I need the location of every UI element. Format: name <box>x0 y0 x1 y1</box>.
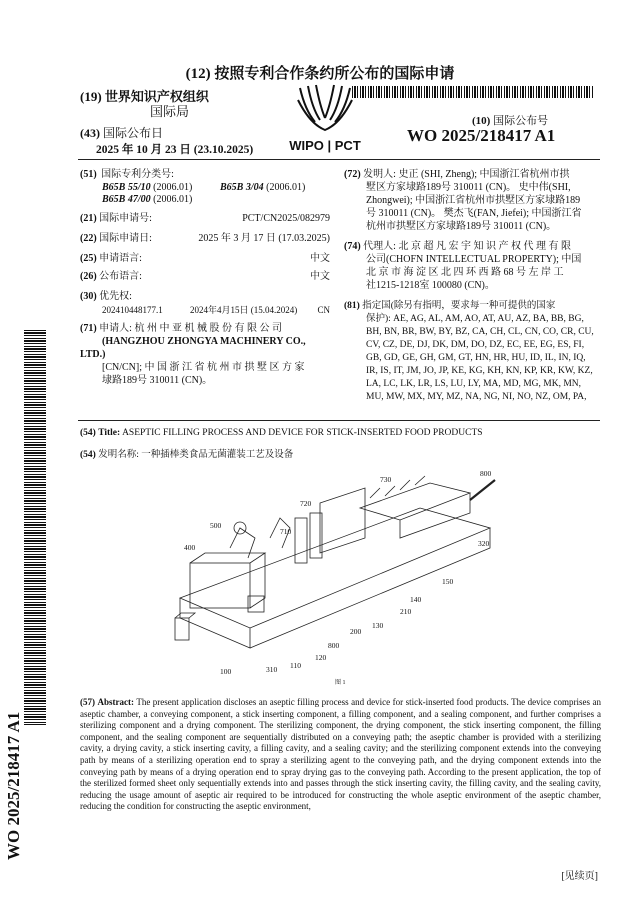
field-code: (25) <box>80 253 97 264</box>
pubdate-code: (43) <box>80 126 100 140</box>
inventor-line: 墅区方家埭路189号 310011 (CN)。 史中伟(SHI, <box>366 182 571 193</box>
ipc-class: B65B 47/00 <box>102 194 151 205</box>
field-21 <box>80 212 330 225</box>
field-label: 申请语言: <box>99 253 142 264</box>
inventor-line: Zhongwei); 中国浙江省杭州市拱墅区方家埭路189 <box>366 195 581 206</box>
field-code: (81) <box>344 301 360 311</box>
states-line: IR, IS, IT, JM, JO, JP, KE, KG, KH, KN, KP, KR, KW, KZ, <box>366 366 593 376</box>
org-name-2: 国际局 <box>150 104 190 119</box>
field-value: 中文 <box>310 271 330 282</box>
patent-figure <box>170 468 500 686</box>
figure-caption: 图 1 <box>335 680 346 686</box>
field-code: (26) <box>80 271 97 282</box>
field-71 <box>80 322 332 387</box>
title-label: Title: <box>98 428 121 438</box>
states-line: 保护): AE, AG, AL, AM, AO, AT, AU, AZ, BA, BB, BG, <box>366 314 584 324</box>
title-code: (54) <box>80 450 96 460</box>
applicant-line: (HANGZHOU ZHONGYA MACHINERY CO., LTD.) <box>80 336 306 360</box>
figure-label: 130 <box>372 621 384 630</box>
abstract-code: (57) <box>80 697 95 707</box>
field-label: 国际申请日: <box>99 233 152 244</box>
title-text: ASEPTIC FILLING PROCESS AND DEVICE FOR STICK-INSERTED FOOD PRODUCTS <box>122 428 483 438</box>
ipc-date: (2006.01) <box>266 182 306 193</box>
field-label: 国际申请号: <box>99 213 152 224</box>
abstract <box>80 697 601 813</box>
figure-label: 500 <box>210 521 222 530</box>
publication-number: WO 2025/218417 A1 <box>407 126 556 145</box>
continued-note: [见续页] <box>561 871 598 882</box>
field-51 <box>80 168 174 181</box>
agent-line: 公司(CHOFN INTELLECTUAL PROPERTY); 中国 <box>366 254 582 265</box>
figure-label: 800 <box>328 641 340 650</box>
barcode-side <box>24 330 46 725</box>
logo-text: WIPO | PCT <box>289 138 361 153</box>
pubno-code: (10) <box>472 115 491 127</box>
figure-label: 120 <box>315 653 327 662</box>
field-code: (21) <box>80 213 97 224</box>
org-code: (19) <box>80 89 102 104</box>
field-81 <box>344 300 602 404</box>
field-72 <box>344 168 602 233</box>
inventor-line: 发明人: 史正 (SHI, Zheng); 中国浙江省杭州市拱 <box>363 169 570 180</box>
figure-label: 730 <box>380 475 392 484</box>
field-label: 优先权: <box>99 291 132 302</box>
field-value: 中文 <box>310 253 330 264</box>
title-zh <box>80 446 293 460</box>
figure-label: 140 <box>410 595 422 604</box>
barcode-top <box>352 86 594 98</box>
figure-label: 320 <box>478 539 490 548</box>
abstract-text: The present application discloses an aseptic filling process and device for stick-inserted food products. The device comprises an aseptic chamber, a conveying component, a stick inserting component, a filling component, and a sealing component, and further comprises a sterilizing component and a drying component. The sterilizing component, the drying component, the stick inserting component, the filling component, and the sealing component are sequentially distributed on a conveying path; the aseptic chamber is provided with a sterilizing cavity, a drying cavity, a stick inserting cavity, a filling cavity, and a sealing cavity; and the sterilizing component extends into the conveying path by means of a sterilizing operation end to spray a sterilizing agent to the conveying path, and the drying component extends into the conveying path by means of a drying operation end to spray drying gas to the conveying path. According to the present application, the top of the sterilized formed sheet only sequentially extends into and passes through the stick inserting cavity, the filling cavity, and the sealing cavity, reducing the usage amount of aseptic air required to be introduced for constructing the whole aseptic environment of the aseptic chamber, reducing the condition for constructing the aseptic environment, <box>80 697 602 812</box>
field-30 <box>80 290 132 303</box>
agent-line: 北 京 市 海 淀 区 北 四 环 西 路 68 号 左 岸 工 <box>366 267 564 278</box>
org-block <box>80 86 209 105</box>
states-line: LA, LC, LK, LR, LS, LU, LY, MA, MD, MG, MK, MN, <box>366 379 582 389</box>
pubdate-label-block <box>80 124 163 141</box>
priority-number: 202410448177.1 <box>102 305 163 315</box>
field-code: (51) <box>80 169 97 180</box>
side-publication-number: WO 2025/218417 A1 <box>4 711 23 860</box>
priority-date: 2024年4月15日 (15.04.2024) <box>190 305 298 315</box>
agent-line: 社1215-1218室 100080 (CN)。 <box>366 280 495 291</box>
pubdate-label: 国际公布日 <box>103 126 164 140</box>
ipc-class: B65B 3/04 <box>220 182 264 193</box>
field-22 <box>80 232 330 245</box>
abstract-label: Abstract: <box>97 697 134 707</box>
field-code: (74) <box>344 241 361 252</box>
ipc-date: (2006.01) <box>153 194 193 205</box>
org-name: 世界知识产权组织 <box>104 89 209 104</box>
field-74 <box>344 240 602 292</box>
title-en <box>80 428 483 438</box>
field-label: 国际专利分类号: <box>101 169 174 180</box>
pubdate-value: 2025 年 10 月 23 日 (23.10.2025) <box>96 144 254 156</box>
figure-label: 400 <box>184 543 196 552</box>
title-label: 发明名称: <box>98 450 139 460</box>
figure-label: 710 <box>280 527 292 536</box>
inventor-line: 号 310011 (CN)。 樊杰飞(FAN, Jiefei); 中国浙江省 <box>366 208 582 219</box>
field-code: (72) <box>344 169 361 180</box>
states-line: BH, BN, BR, BW, BY, BZ, CA, CH, CL, CN, CO, CR, CU, <box>366 327 594 337</box>
field-value: 2025 年 3 月 17 日 (17.03.2025) <box>198 233 330 244</box>
ipc-class: B65B 55/10 <box>102 182 151 193</box>
field-26 <box>80 270 330 283</box>
agent-line: 代理人: 北 京 超 凡 宏 宇 知 识 产 权 代 理 有 限 <box>363 241 571 252</box>
figure-label: 800 <box>480 469 492 478</box>
titles-rule <box>78 420 600 421</box>
applicant-line: 埭路189号 310011 (CN)。 <box>102 375 213 386</box>
title-code: (54) <box>80 428 96 438</box>
header-rule <box>78 159 600 160</box>
figure-label: 100 <box>220 667 232 676</box>
inventor-line: 杭州市拱墅区方家埭路189号 310011 (CN)。 <box>366 221 557 232</box>
states-line: GB, GD, GE, GH, GM, GT, HN, HR, HU, ID, IL, IN, IQ, <box>366 353 586 363</box>
field-code: (71) <box>80 323 97 334</box>
priority-country: CN <box>317 305 330 315</box>
figure-label: 310 <box>266 665 278 674</box>
figure-label: 720 <box>300 499 312 508</box>
states-line: MU, MW, MX, MY, MZ, NA, NG, NI, NO, NZ, OM, PA, <box>366 392 587 402</box>
field-25 <box>80 252 330 265</box>
applicant-line: 申请人: 杭 州 中 亚 机 械 股 份 有 限 公 司 <box>99 323 282 334</box>
pubno-label: 国际公布号 <box>493 115 549 127</box>
field-value: PCT/CN2025/082979 <box>242 213 330 224</box>
field-label: 公布语言: <box>99 271 142 282</box>
figure-label: 210 <box>400 607 412 616</box>
title-text: 一种插棒类食品无菌灌装工艺及设备 <box>141 450 294 460</box>
priority-row <box>102 304 330 317</box>
figure-label: 150 <box>442 577 454 586</box>
applicant-line: [CN/CN]; 中 国 浙 江 省 杭 州 市 拱 墅 区 方 家 <box>102 362 305 373</box>
document-title: (12) 按照专利合作条约所公布的国际申请 <box>185 66 455 82</box>
field-code: (22) <box>80 233 97 244</box>
figure-label: 200 <box>350 627 362 636</box>
ipc-row-2 <box>102 193 192 206</box>
field-code: (30) <box>80 291 97 302</box>
states-line: CV, CZ, DE, DJ, DK, DM, DO, DZ, EC, EE, EG, ES, FI, <box>366 340 585 350</box>
states-line: 指定国(除另有指明，要求每一种可提供的国家 <box>362 301 556 311</box>
ipc-date: (2006.01) <box>153 182 193 193</box>
figure-label: 110 <box>290 661 301 670</box>
